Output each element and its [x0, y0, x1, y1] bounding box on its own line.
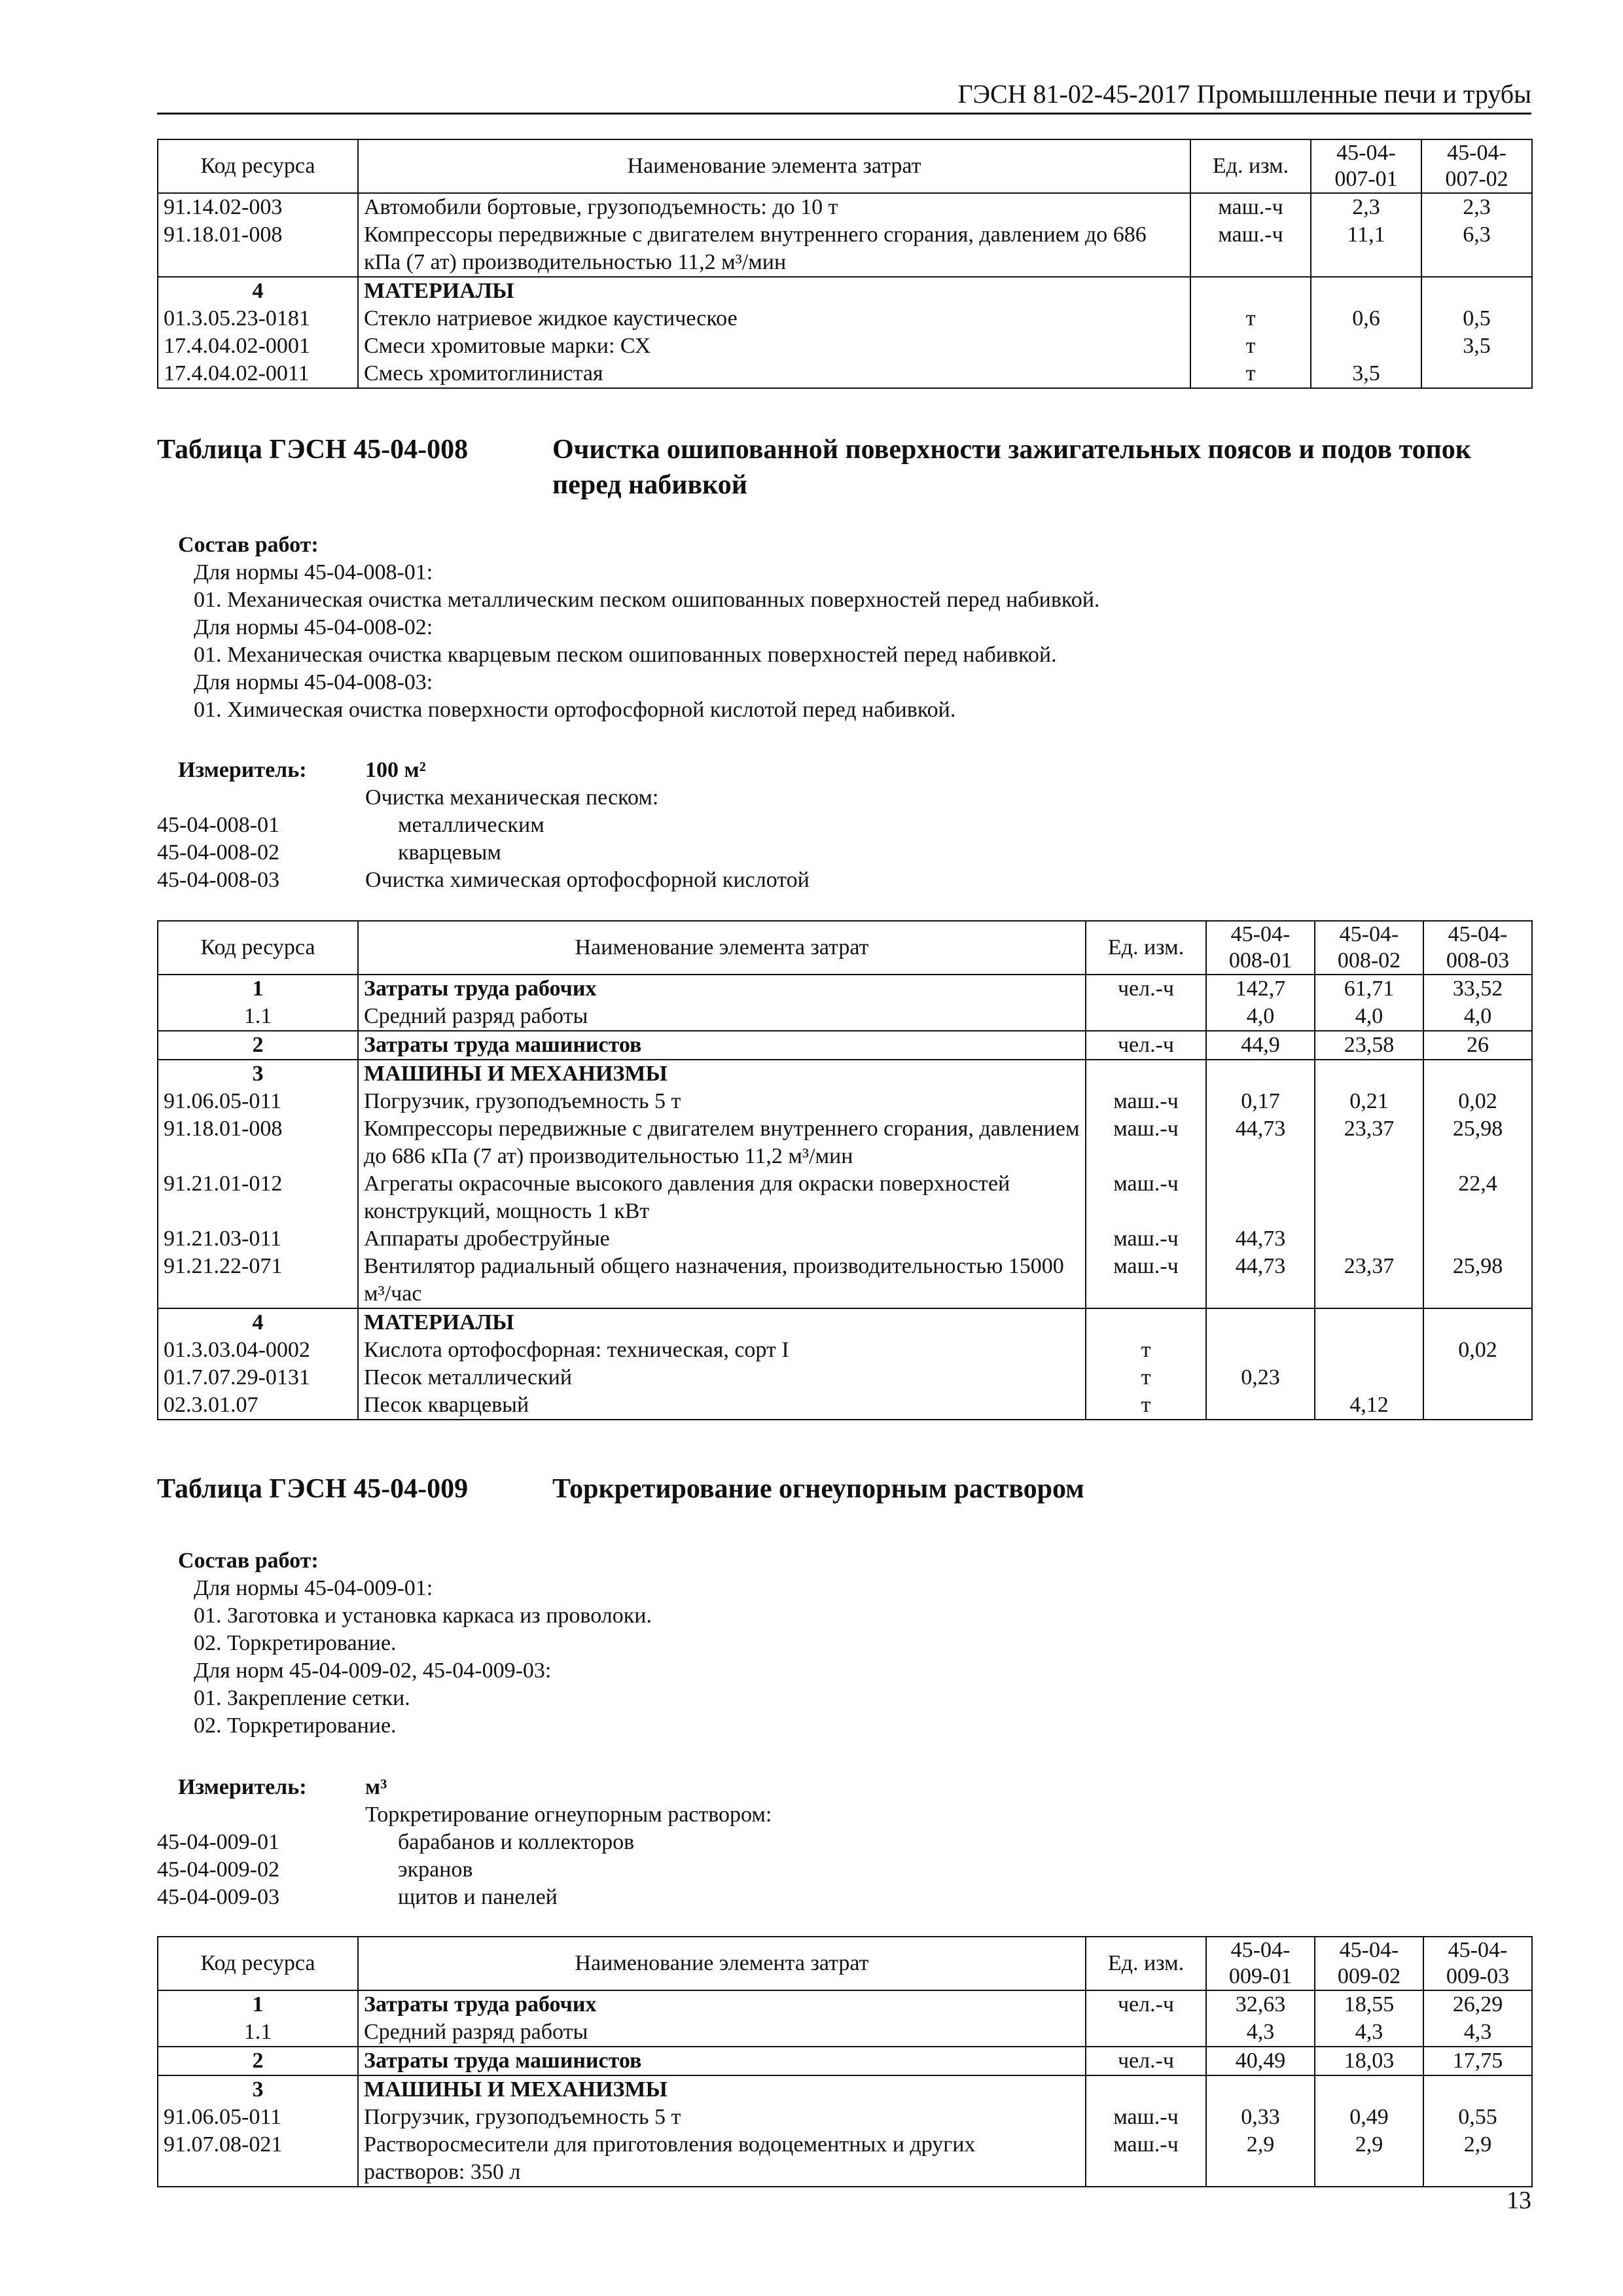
- resource-unit: маш.-ч: [1086, 1170, 1206, 1225]
- resource-unit: чел.-ч: [1086, 1990, 1206, 2018]
- table-row: [158, 1031, 1532, 1060]
- norm-value: 0,5: [1421, 305, 1532, 332]
- norm-value: 0,33: [1206, 2104, 1315, 2131]
- resource-code: 1: [158, 1990, 358, 2018]
- norm-value: 0,21: [1315, 1088, 1423, 1115]
- norm-value: [1315, 1308, 1423, 1336]
- norm-value: [1423, 1364, 1532, 1391]
- resource-name: Затраты труда машинистов: [358, 2047, 1086, 2075]
- resource-name: Средний разряд работы: [358, 1003, 1086, 1031]
- col-name-header: Наименование элемента затрат: [358, 921, 1086, 975]
- norm-value: 2,3: [1311, 193, 1421, 221]
- norm-value: 0,17: [1206, 1088, 1315, 1115]
- norm-description: щитов и панелей: [398, 1885, 558, 1909]
- measure-value: м³: [365, 1775, 387, 1799]
- resource-code: 4: [158, 277, 358, 305]
- measure-line: [157, 1829, 1531, 1856]
- measure-line: [157, 867, 1531, 894]
- norm-value: 40,49: [1206, 2047, 1315, 2075]
- resource-table-007: [157, 139, 1533, 389]
- norm-value: [1423, 1225, 1532, 1253]
- norm-value: [1206, 1391, 1315, 1420]
- resource-name: Вентилятор радиальный общего назначения, производительностью 15000 м³/час: [358, 1253, 1086, 1308]
- col-norm-header: 45-04- 008-03: [1423, 921, 1532, 975]
- resource-code: 91.21.03-011: [158, 1225, 358, 1253]
- resource-unit: чел.-ч: [1086, 975, 1206, 1003]
- table-row: [158, 1336, 1532, 1364]
- work-step: Для нормы 45-04-009-01:: [194, 1576, 433, 1600]
- resource-unit: т: [1086, 1336, 1206, 1364]
- resource-unit: маш.-ч: [1086, 2104, 1206, 2131]
- resource-code: 01.3.05.23-0181: [158, 305, 358, 332]
- norm-value: 32,63: [1206, 1990, 1315, 2018]
- norm-value: 26: [1423, 1031, 1532, 1060]
- resource-name: Погрузчик, грузоподъемность 5 т: [358, 1088, 1086, 1115]
- norm-value: 17,75: [1423, 2047, 1532, 2075]
- work-composition-009: [178, 1547, 652, 1740]
- measure-line: [157, 812, 1531, 839]
- resource-code: 3: [158, 1060, 358, 1088]
- work-composition-list: [178, 1575, 652, 1740]
- norm-value: [1206, 1308, 1315, 1336]
- work-composition-list: [178, 559, 1099, 724]
- table-row: [158, 1990, 1532, 2018]
- resource-code: 01.3.03.04-0002: [158, 1336, 358, 1364]
- resource-name: Затраты труда рабочих: [358, 975, 1086, 1003]
- table-row: [158, 1060, 1532, 1088]
- col-name-header: Наименование элемента затрат: [358, 139, 1190, 193]
- measure-line: [157, 784, 1531, 812]
- col-unit-header: Ед. изм.: [1086, 1937, 1206, 1990]
- resource-name: Растворосмесители для приготовления водоцементных и других растворов: 350 л: [358, 2131, 1086, 2187]
- resource-name: Компрессоры передвижные с двигателем внутреннего сгорания, давлением до 686 кПа (7 ат) производительностью 11,2 м³/мин: [358, 1115, 1086, 1170]
- resource-name: Средний разряд работы: [358, 2018, 1086, 2047]
- table-row: [158, 193, 1532, 221]
- col-code-header: Код ресурса: [158, 1937, 358, 1990]
- col-norm-header: 45-04- 009-02: [1315, 1937, 1423, 1990]
- resource-name: Погрузчик, грузоподъемность 5 т: [358, 2104, 1086, 2131]
- norm-value: 2,9: [1315, 2131, 1423, 2187]
- resource-unit: [1086, 1060, 1206, 1088]
- work-step: 01. Химическая очистка поверхности ортофосфорной кислотой перед набивкой.: [194, 698, 956, 722]
- table-header-row: [158, 139, 1532, 193]
- norm-value: 2,9: [1423, 2131, 1532, 2187]
- norm-code: 45-04-009-02: [157, 1857, 279, 1882]
- resource-code: 2: [158, 2047, 358, 2075]
- norm-value: 4,3: [1206, 2018, 1315, 2047]
- norm-value: [1423, 1060, 1532, 1088]
- col-unit-header: Ед. изм.: [1190, 139, 1311, 193]
- norm-value: [1315, 1170, 1423, 1225]
- norm-value: 4,12: [1315, 1391, 1423, 1420]
- measure-line: [157, 839, 1531, 867]
- resource-code: 01.7.07.29-0131: [158, 1364, 358, 1391]
- resource-name: МАШИНЫ И МЕХАНИЗМЫ: [358, 2075, 1086, 2104]
- resource-code: 4: [158, 1308, 358, 1336]
- norm-value: 0,49: [1315, 2104, 1423, 2131]
- resource-code: 91.21.01-012: [158, 1170, 358, 1225]
- work-step: 01. Механическая очистка кварцевым песком ошипованных поверхностей перед набивкой.: [194, 643, 1057, 667]
- col-norm-header: 45-04- 009-03: [1423, 1937, 1532, 1990]
- measure-block-009: [157, 1774, 1531, 1911]
- norm-value: 3,5: [1311, 360, 1421, 388]
- norm-value: 44,73: [1206, 1225, 1315, 1253]
- norm-value: 25,98: [1423, 1253, 1532, 1308]
- measure-label: Измеритель:: [178, 1775, 307, 1799]
- resource-unit: чел.-ч: [1086, 1031, 1206, 1060]
- norm-description: Торкретирование огнеупорным раствором:: [365, 1803, 772, 1827]
- norm-value: [1315, 2075, 1423, 2104]
- resource-unit: маш.-ч: [1086, 1225, 1206, 1253]
- running-header: ГЭСН 81-02-45-2017 Промышленные печи и трубы: [957, 79, 1531, 109]
- resource-unit: маш.-ч: [1086, 1253, 1206, 1308]
- resource-unit: чел.-ч: [1086, 2047, 1206, 2075]
- work-step: Для нормы 45-04-008-01:: [194, 560, 433, 584]
- norm-value: 4,3: [1423, 2018, 1532, 2047]
- measure-block-008: [157, 757, 1531, 894]
- resource-unit: т: [1190, 305, 1311, 332]
- norm-value: [1421, 277, 1532, 305]
- work-composition-label: Состав работ:: [178, 1549, 319, 1573]
- norm-value: [1311, 332, 1421, 360]
- norm-value: [1421, 360, 1532, 388]
- resource-unit: маш.-ч: [1190, 221, 1311, 277]
- norm-value: 0,23: [1206, 1364, 1315, 1391]
- table-header-row: [158, 1937, 1532, 1990]
- measure-value: 100 м²: [365, 758, 426, 782]
- norm-code: 45-04-008-03: [157, 868, 279, 892]
- resource-code: 1: [158, 975, 358, 1003]
- table-row: [158, 332, 1532, 360]
- resource-code: 17.4.04.02-0011: [158, 360, 358, 388]
- resource-table-008: [157, 920, 1533, 1420]
- resource-name: Затраты труда машинистов: [358, 1031, 1086, 1060]
- resource-code: 91.06.05-011: [158, 1088, 358, 1115]
- resource-unit: т: [1086, 1364, 1206, 1391]
- table-row: [158, 221, 1532, 277]
- resource-unit: маш.-ч: [1190, 193, 1311, 221]
- col-unit-header: Ед. изм.: [1086, 921, 1206, 975]
- resource-code: 91.06.05-011: [158, 2104, 358, 2131]
- resource-unit: [1086, 1308, 1206, 1336]
- resource-code: 1.1: [158, 1003, 358, 1031]
- resource-name: Песок кварцевый: [358, 1391, 1086, 1420]
- resource-code: 91.14.02-003: [158, 193, 358, 221]
- resource-name: МАШИНЫ И МЕХАНИЗМЫ: [358, 1060, 1086, 1088]
- norm-value: [1206, 1060, 1315, 1088]
- table-row: [158, 2018, 1532, 2047]
- header-rule: [157, 113, 1531, 115]
- table-row: [158, 975, 1532, 1003]
- resource-name: Автомобили бортовые, грузоподъемность: до 10 т: [358, 193, 1190, 221]
- resource-unit: [1086, 2018, 1206, 2047]
- norm-value: [1315, 1225, 1423, 1253]
- col-code-header: Код ресурса: [158, 139, 358, 193]
- table-row: [158, 2047, 1532, 2075]
- table-row: [158, 1308, 1532, 1336]
- work-step: 01. Механическая очистка металлическим песком ошипованных поверхностей перед набивкой.: [194, 588, 1100, 612]
- resource-name: Затраты труда рабочих: [358, 1990, 1086, 2018]
- norm-value: 33,52: [1423, 975, 1532, 1003]
- resource-name: Кислота ортофосфорная: техническая, сорт I: [358, 1336, 1086, 1364]
- resource-code: 2: [158, 1031, 358, 1060]
- measure-line: [157, 1801, 1531, 1829]
- work-step: 02. Торкретирование.: [194, 1713, 397, 1738]
- resource-unit: маш.-ч: [1086, 2131, 1206, 2187]
- measure-line: [157, 1856, 1531, 1884]
- col-name-header: Наименование элемента затрат: [358, 1937, 1086, 1990]
- norm-value: 61,71: [1315, 975, 1423, 1003]
- table-row: [158, 1253, 1532, 1308]
- norm-value: 0,55: [1423, 2104, 1532, 2131]
- measure-line: [157, 1884, 1531, 1911]
- norm-value: 18,55: [1315, 1990, 1423, 2018]
- norm-value: 23,37: [1315, 1115, 1423, 1170]
- norm-value: 142,7: [1206, 975, 1315, 1003]
- norm-description: кварцевым: [398, 840, 501, 865]
- norm-value: 26,29: [1423, 1990, 1532, 2018]
- col-code-header: Код ресурса: [158, 921, 358, 975]
- resource-name: Стекло натриевое жидкое каустическое: [358, 305, 1190, 332]
- resource-code: 3: [158, 2075, 358, 2104]
- norm-value: 22,4: [1423, 1170, 1532, 1225]
- table-row: [158, 2104, 1532, 2131]
- norm-value: [1315, 1060, 1423, 1088]
- col-norm-header: 45-04- 008-02: [1315, 921, 1423, 975]
- table-name: Очистка ошипованной поверхности зажигательных поясов и подов топок перед набивкой: [552, 435, 1471, 500]
- norm-value: 0,6: [1311, 305, 1421, 332]
- resource-unit: т: [1086, 1391, 1206, 1420]
- resource-unit: маш.-ч: [1086, 1115, 1206, 1170]
- norm-code: 45-04-008-02: [157, 840, 279, 865]
- resource-unit: маш.-ч: [1086, 1088, 1206, 1115]
- table-row: [158, 360, 1532, 388]
- norm-value: 44,73: [1206, 1253, 1315, 1308]
- table-row: [158, 1003, 1532, 1031]
- norm-value: [1311, 277, 1421, 305]
- table-row: [158, 2075, 1532, 2104]
- resource-table-009: [157, 1936, 1533, 2187]
- norm-value: 11,1: [1311, 221, 1421, 277]
- norm-value: 4,0: [1206, 1003, 1315, 1031]
- table-row: [158, 1364, 1532, 1391]
- norm-value: 6,3: [1421, 221, 1532, 277]
- work-composition-label: Состав работ:: [178, 533, 319, 557]
- norm-description: Очистка химическая ортофосфорной кислотой: [365, 868, 810, 892]
- resource-unit: [1086, 2075, 1206, 2104]
- resource-unit: [1190, 277, 1311, 305]
- norm-value: 4,0: [1315, 1003, 1423, 1031]
- table-row: [158, 1115, 1532, 1170]
- resource-code: 91.21.22-071: [158, 1253, 358, 1308]
- resource-code: 02.3.01.07: [158, 1391, 358, 1420]
- resource-unit: т: [1190, 332, 1311, 360]
- table-name: Торкретирование огнеупорным раствором: [552, 1474, 1084, 1504]
- work-composition-008: [178, 531, 1099, 724]
- norm-code: 45-04-009-03: [157, 1885, 279, 1909]
- norm-value: 18,03: [1315, 2047, 1423, 2075]
- norm-value: [1315, 1364, 1423, 1391]
- resource-code: 1.1: [158, 2018, 358, 2047]
- resource-code: 17.4.04.02-0001: [158, 332, 358, 360]
- norm-code: 45-04-009-01: [157, 1830, 279, 1854]
- table-row: [158, 277, 1532, 305]
- norm-value: [1423, 1391, 1532, 1420]
- resource-name: Аппараты дробеструйные: [358, 1225, 1086, 1253]
- work-step: Для нормы 45-04-008-02:: [194, 615, 433, 639]
- norm-value: 23,58: [1315, 1031, 1423, 1060]
- norm-value: 44,9: [1206, 1031, 1315, 1060]
- resource-unit: [1086, 1003, 1206, 1031]
- norm-value: 44,73: [1206, 1115, 1315, 1170]
- resource-code: 91.18.01-008: [158, 221, 358, 277]
- measure-label: Измеритель:: [178, 758, 307, 782]
- norm-description: экранов: [398, 1857, 473, 1882]
- norm-value: 3,5: [1421, 332, 1532, 360]
- norm-value: 0,02: [1423, 1088, 1532, 1115]
- norm-value: 2,9: [1206, 2131, 1315, 2187]
- norm-value: 2,3: [1421, 193, 1532, 221]
- norm-code: 45-04-008-01: [157, 813, 279, 837]
- page-number: 13: [1507, 2187, 1531, 2214]
- norm-value: 4,0: [1423, 1003, 1532, 1031]
- work-step: Для норм 45-04-009-02, 45-04-009-03:: [194, 1659, 552, 1683]
- resource-code: 91.18.01-008: [158, 1115, 358, 1170]
- col-norm-header: 45-04- 007-01: [1311, 139, 1421, 193]
- table-row: [158, 1088, 1532, 1115]
- table-number: Таблица ГЭСН 45-04-009: [157, 1474, 469, 1504]
- table-row: [158, 1391, 1532, 1420]
- norm-value: 23,37: [1315, 1253, 1423, 1308]
- norm-description: барабанов и коллекторов: [398, 1830, 635, 1854]
- col-norm-header: 45-04- 008-01: [1206, 921, 1315, 975]
- norm-value: [1206, 1170, 1315, 1225]
- table-header-row: [158, 921, 1532, 975]
- table-row: [158, 1170, 1532, 1225]
- norm-value: 25,98: [1423, 1115, 1532, 1170]
- table-number: Таблица ГЭСН 45-04-008: [157, 435, 469, 465]
- work-step: 02. Торкретирование.: [194, 1631, 397, 1655]
- resource-name: Песок металлический: [358, 1364, 1086, 1391]
- work-step: 01. Закрепление сетки.: [194, 1686, 410, 1710]
- norm-value: [1206, 2075, 1315, 2104]
- resource-name: Компрессоры передвижные с двигателем внутреннего сгорания, давлением до 686 кПа (7 ат) производительностью 11,2 м³/мин: [358, 221, 1190, 277]
- norm-value: 0,02: [1423, 1336, 1532, 1364]
- resource-name: Смеси хромитовые марки: СХ: [358, 332, 1190, 360]
- work-step: 01. Заготовка и установка каркаса из проволоки.: [194, 1604, 652, 1628]
- table-row: [158, 305, 1532, 332]
- norm-value: [1315, 1336, 1423, 1364]
- table-row: [158, 2131, 1532, 2187]
- norm-value: [1423, 1308, 1532, 1336]
- norm-description: Очистка механическая песком:: [365, 785, 659, 810]
- work-step: Для нормы 45-04-008-03:: [194, 670, 433, 694]
- norm-value: 4,3: [1315, 2018, 1423, 2047]
- col-norm-header: 45-04- 009-01: [1206, 1937, 1315, 1990]
- norm-description: металлическим: [398, 813, 544, 837]
- norm-value: [1206, 1336, 1315, 1364]
- table-row: [158, 1225, 1532, 1253]
- resource-unit: т: [1190, 360, 1311, 388]
- resource-name: Агрегаты окрасочные высокого давления для окраски поверхностей конструкций, мощность 1 кВт: [358, 1170, 1086, 1225]
- resource-name: МАТЕРИАЛЫ: [358, 1308, 1086, 1336]
- col-norm-header: 45-04- 007-02: [1421, 139, 1532, 193]
- resource-name: Смесь хромитоглинистая: [358, 360, 1190, 388]
- resource-name: МАТЕРИАЛЫ: [358, 277, 1190, 305]
- norm-value: [1423, 2075, 1532, 2104]
- resource-code: 91.07.08-021: [158, 2131, 358, 2187]
